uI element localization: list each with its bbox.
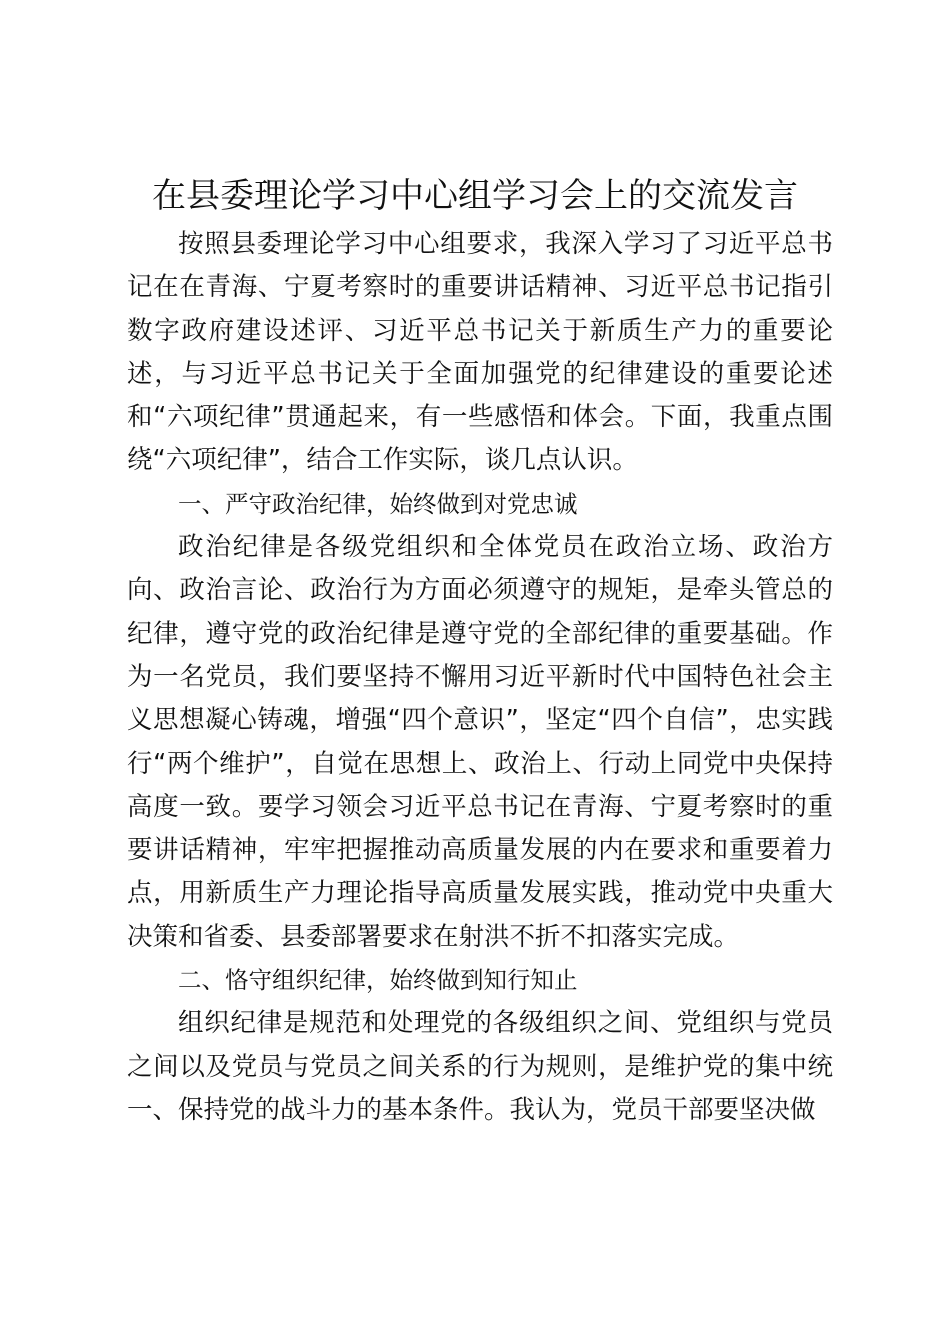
section-heading-political-discipline: 一、严守政治纪律，始终做到对党忠诚 — [178, 489, 578, 518]
document-title: 在县委理论学习中心组学习会上的交流发言 — [152, 176, 798, 216]
paragraph-organizational-discipline: 组织纪律是规范和处理党的各级组织之间、党组织与党员之间以及党员与党员之间关系的行为规则，是维护党的集中统一、保持党的战斗力的基本条件。我认为，党员干部要坚决做 — [127, 1008, 833, 1125]
paragraph-intro: 按照县委理论学习中心组要求，我深入学习了习近平总书记在在青海、宁夏考察时的重要讲话精神、习近平总书记指引数字政府建设述评、习近平总书记关于新质生产力的重要论述，与习近平总书记关于全面加强党的纪律建设的重要论述和“六项纪律”贯通起来，有一些感悟和体会。下面，我重点围绕“六项纪律”，结合工作实际，谈几点认识。 — [127, 229, 833, 476]
paragraph-political-discipline: 政治纪律是各级党组织和全体党员在政治立场、政治方向、政治言论、政治行为方面必须遵守的规矩，是牵头管总的纪律，遵守党的政治纪律是遵守党的全部纪律的重要基础。作为一名党员，我们要坚持不懈用习近平新时代中国特色社会主义思想凝心铸魂，增强“四个意识”，坚定“四个自信”，忠实践行“两个维护”，自觉在思想上、政治上、行动上同党中央保持高度一致。要学习领会习近平总书记在青海、宁夏考察时的重要讲话精神，牢牢把握推动高质量发展的内在要求和重要着力点，用新质生产力理论指导高质量发展实践，推动党中央重大决策和省委、县委部署要求在射洪不折不扣落实完成。 — [127, 532, 833, 952]
document-body — [127, 223, 833, 1132]
section-heading-organizational-discipline: 二、恪守组织纪律，始终做到知行知止 — [178, 966, 578, 995]
